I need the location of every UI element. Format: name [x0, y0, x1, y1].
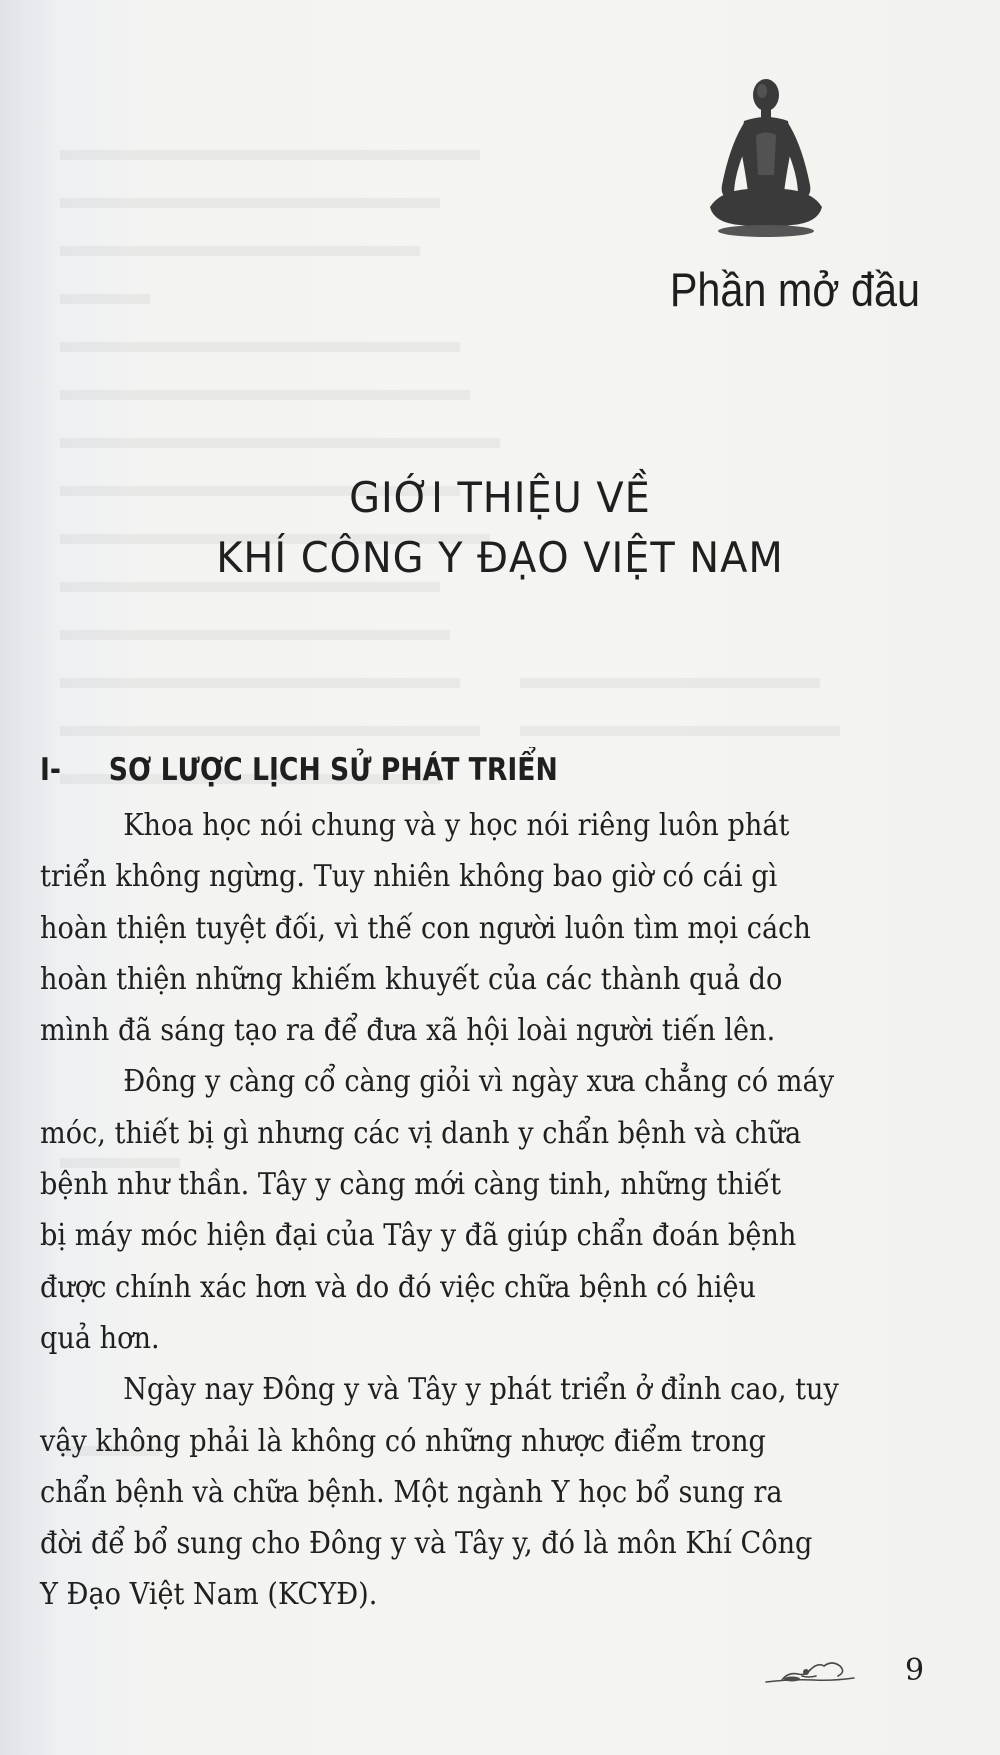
text-line: Ngày nay Đông y và Tây y phát triển ở đỉnh cao, tuy [123, 1372, 839, 1408]
text-line: vậy không phải là không có những nhược điểm trong [40, 1423, 766, 1459]
paragraph-2 [40, 1056, 930, 1364]
text-line: Khoa học nói chung và y học nói riêng luôn phát [123, 808, 790, 843]
section-number: I- [40, 752, 61, 788]
text-line: chẩn bệnh và chữa bệnh. Một ngành Y học bổ sung ra [40, 1474, 783, 1510]
chapter-title-line-1: GIỚI THIỆU VỀ [349, 473, 651, 522]
text-line: Đông y càng cổ càng giỏi vì ngày xưa chẳng có máy [123, 1064, 835, 1100]
text-line: hoàn thiện những khiếm khuyết của các thành quả do [40, 961, 783, 997]
text-line: được chính xác hơn và do đó việc chữa bệnh có hiệu [40, 1269, 757, 1305]
chapter-title-line-2: KHÍ CÔNG Y ĐẠO VIỆT NAM [216, 533, 784, 582]
section-title: SƠ LƯỢC LỊCH SỬ PHÁT TRIỂN [108, 752, 558, 788]
text-line: bệnh như thần. Tây y càng mới càng tinh, những thiết [40, 1167, 782, 1203]
text-line: móc, thiết bị gì nhưng các vị danh y chẩn bệnh và chữa [40, 1115, 802, 1151]
text-line: đời để bổ sung cho Đông y và Tây y, đó là môn Khí Công [40, 1526, 813, 1562]
paragraph-3 [40, 1364, 930, 1620]
page-number: 9 [905, 1653, 925, 1688]
text-line: bị máy móc hiện đại của Tây y đã giúp chẩn đoán bệnh [40, 1218, 797, 1254]
text-line: triển không ngừng. Tuy nhiên không bao giờ có cái gì [40, 859, 778, 895]
section-heading [40, 752, 814, 788]
body-text [40, 800, 930, 1621]
meditation-figure-icon [700, 75, 830, 245]
paragraph-1 [40, 800, 930, 1056]
text-line: hoàn thiện tuyệt đối, vì thế con người luôn tìm mọi cách [40, 910, 811, 946]
text-line: quả hơn. [40, 1320, 160, 1356]
text-line: mình đã sáng tạo ra để đưa xã hội loài người tiến lên. [40, 1013, 776, 1049]
part-title: Phần mở đầu [669, 263, 920, 316]
reclining-figure-ornament-icon [762, 1652, 862, 1690]
text-line: Y Đạo Việt Nam (KCYĐ). [40, 1577, 378, 1613]
